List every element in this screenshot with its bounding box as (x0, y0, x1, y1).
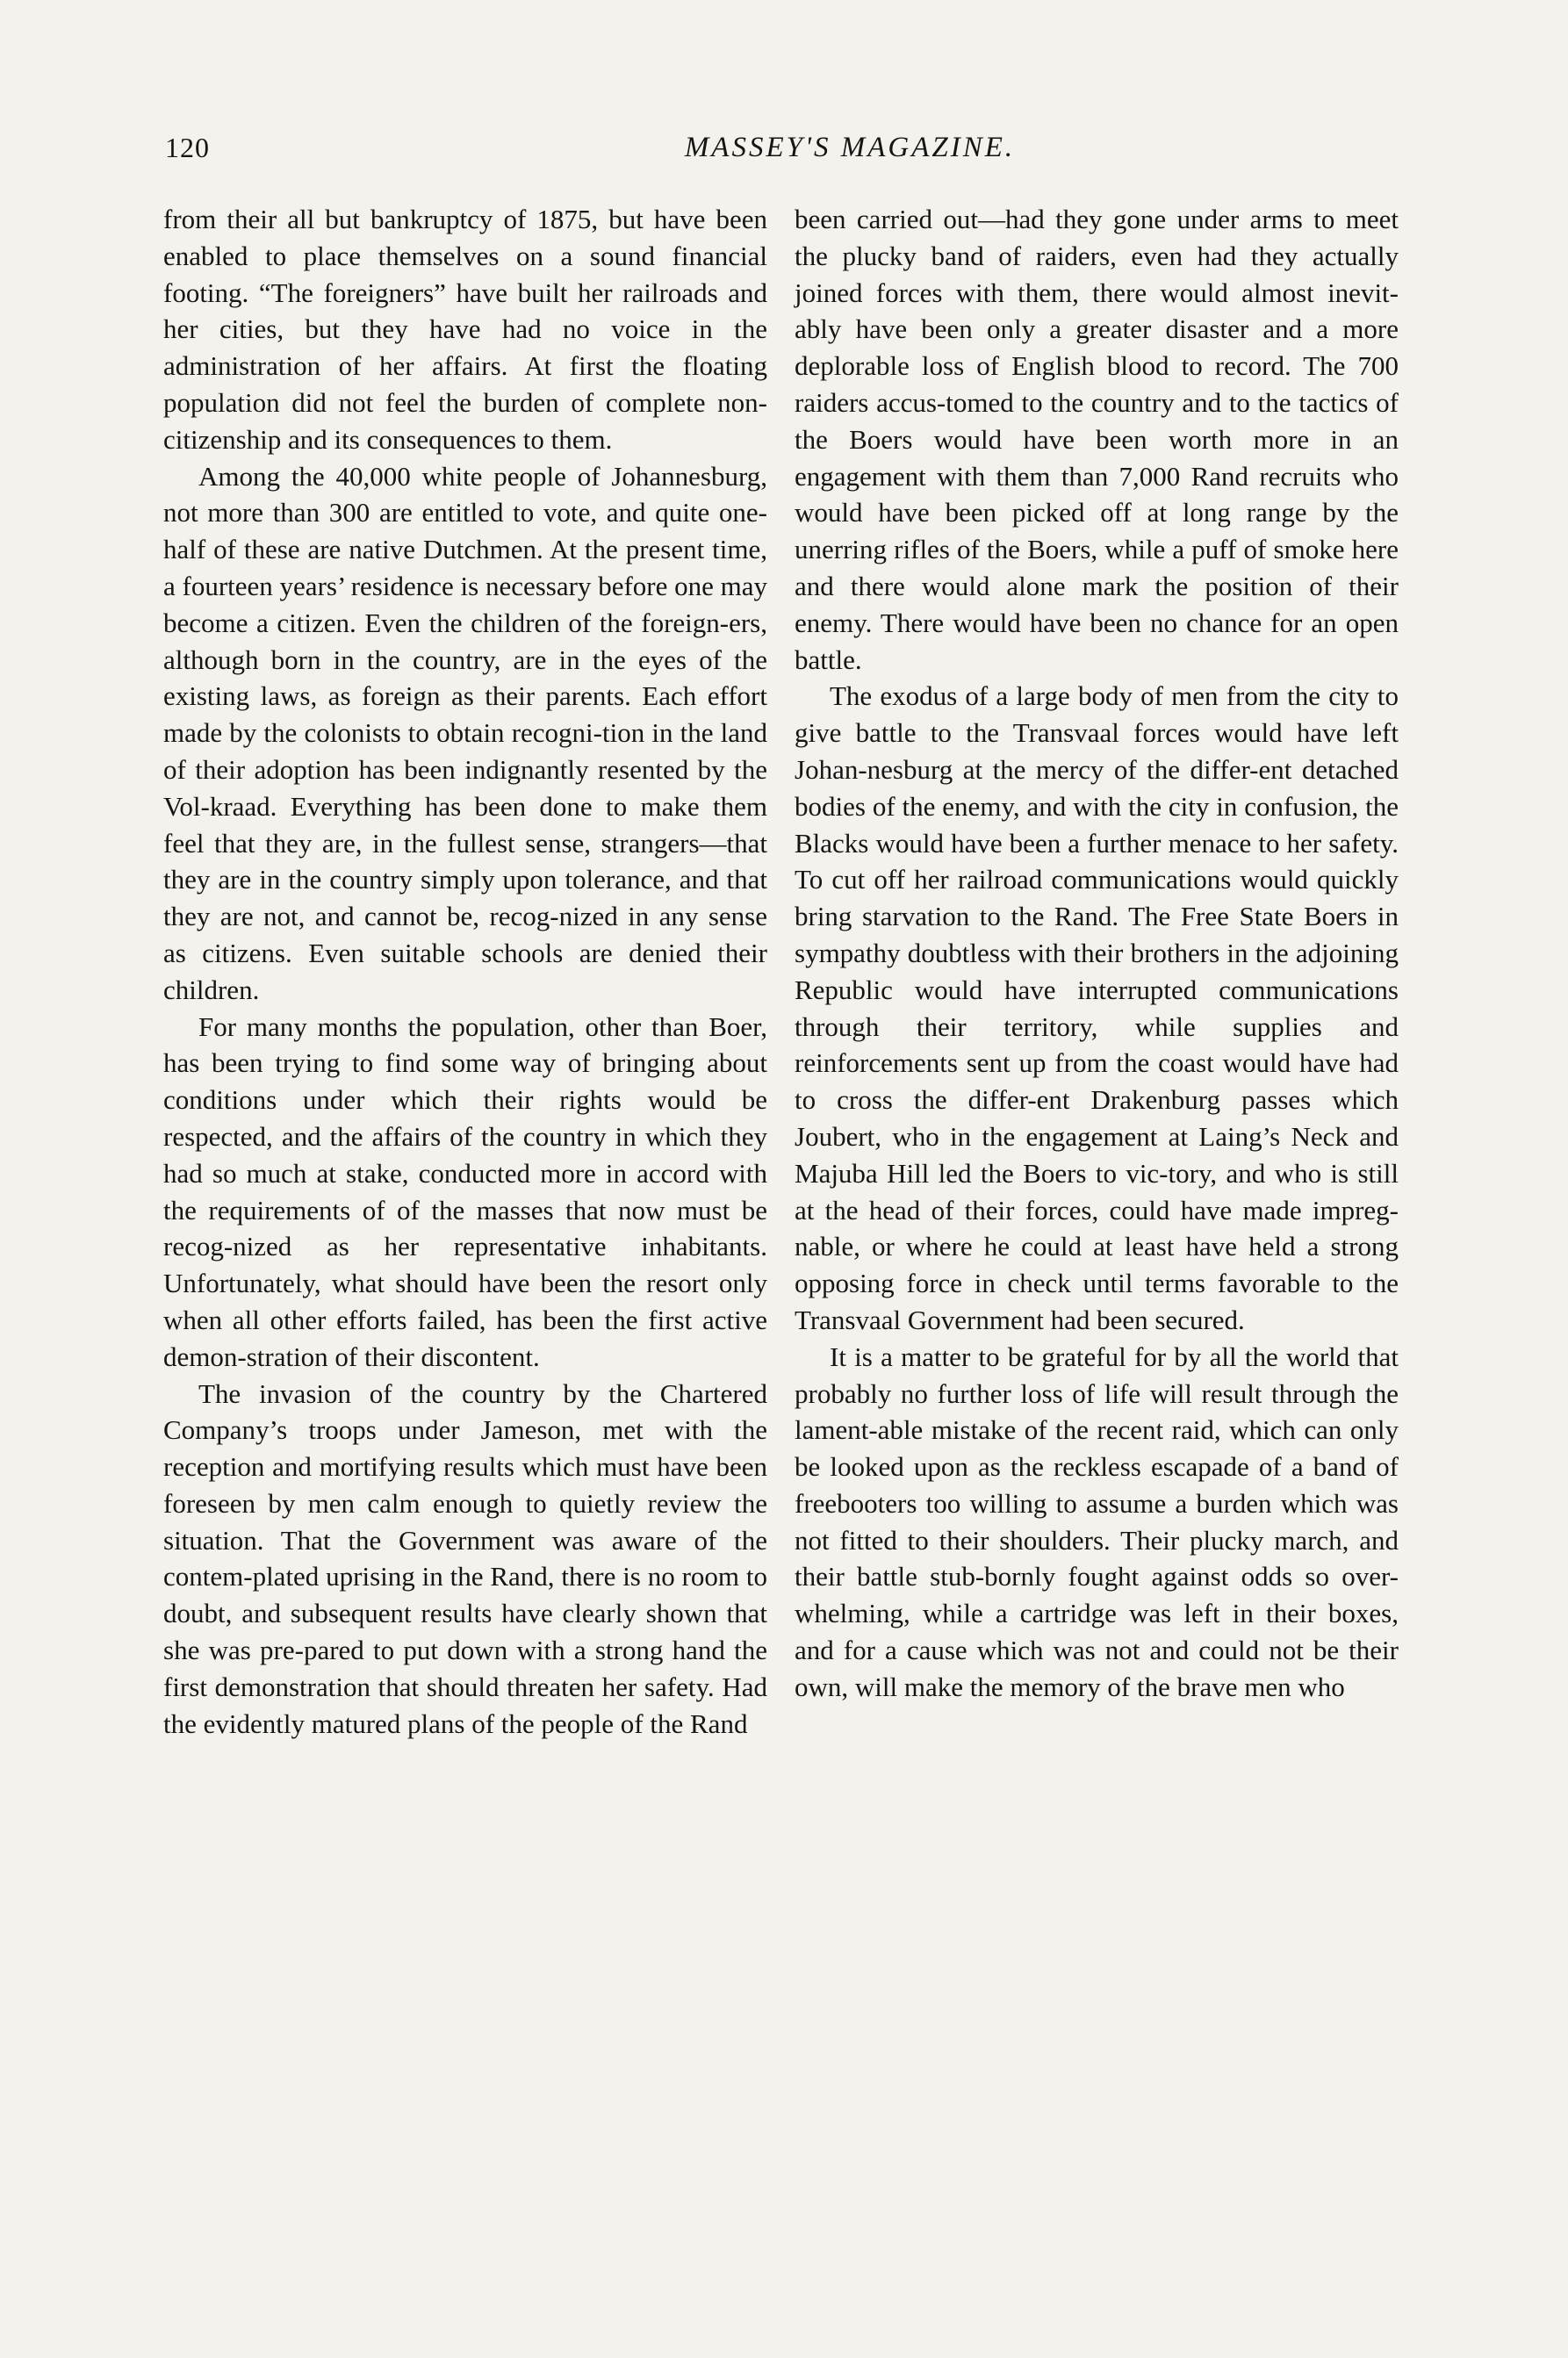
page-number: 120 (165, 132, 210, 163)
paragraph: been carried out—had they gone under arms to meet the plucky band of raiders, even had they actually joined forces with them, there would almost inevit-ably have been only a greater disaster and a more deplorable loss of English blood to record. The 700 raiders accus-tomed to the country and to the tactics of the Boers would have been worth more in an engagement with them than 7,000 Rand recruits who would have been picked off at long range by the unerring rifles of the Boers, while a puff of smoke here and there would alone mark the position of their enemy. There would have been no chance for an open battle. (795, 204, 1399, 675)
right-column (795, 201, 1399, 1706)
running-title: MASSEY'S MAGAZINE. (684, 132, 1016, 163)
page-header (165, 132, 1394, 176)
paragraph: Among the 40,000 white people of Johannesburg, not more than 300 are entitled to vote, and quite one-half of these are native Dutchmen. At the present time, a fourteen years’ residence is necessary before one may become a citizen. Even the children of the foreign-ers, although born in the country, are in the eyes of the existing laws, as foreign as their parents. Each effort made by the colonists to obtain recogni-tion in the land of their adoption has been indignantly resented by the Vol-kraad. Everything has been done to make them feel that they are, in the fullest sense, strangers—that they are in the country simply upon tolerance, and that they are not, and cannot be, recog-nized in any sense as citizens. Even suitable schools are denied their children. (163, 460, 767, 1005)
paragraph: The exodus of a large body of men from the city to give battle to the Transvaal forces would have left Johan-nesburg at the mercy of the differ-ent detached bodies of the enemy, and with the city in confusion, the Blacks would have been a further menace to her safety. To cut off her railroad communications would quickly bring starvation to the Rand. The Free State Boers in sympathy doubtless with their brothers in the adjoining Republic would have interrupted communications through their territory, while supplies and reinforcements sent up from the coast would have had to cross the differ-ent Drakenburg passes which Joubert, who in the engagement at Laing’s Neck and Majuba Hill led the Boers to vic-tory, and who is still at the head of their forces, could have made impreg-nable, or where he could at least have held a strong opposing force in check until terms favorable to the Transvaal Government had been secured. (795, 680, 1399, 1335)
paragraph: It is a matter to be grateful for by all the world that probably no further loss of life will result through the lament-able mistake of the recent raid, which can only be looked upon as the reckless escapade of a band of freebooters too willing to assume a burden which was not fitted to their shoulders. Their plucky march, and their battle stub-bornly fought against odds so over-whelming, while a cartridge was left in their boxes, and for a cause which was not and could not be their own, will make the memory of the brave men who (795, 1341, 1399, 1702)
left-column (163, 201, 767, 1742)
paragraph: from their all but bankruptcy of 1875, but have been enabled to place themselves on a sound financial footing. “The foreigners” have built her railroads and her cities, but they have had no voice in the administration of her affairs. At first the floating population did not feel the burden of complete non-citizenship and its consequences to them. (163, 204, 767, 455)
paragraph: The invasion of the country by the Chartered Company’s troops under Jameson, met with the reception and mortifying results which must have been foreseen by men calm enough to quietly review the situation. That the Government was aware of the contem-plated uprising in the Rand, there is no room to doubt, and subsequent results have clearly shown that she was pre-pared to put down with a strong hand the first demonstration that should threaten her safety. Had the evidently matured plans of the people of the Rand (163, 1377, 767, 1739)
paragraph: For many months the population, other than Boer, has been trying to find some way of bringing about conditions under which their rights would be respected, and the affairs of the country in which they had so much at stake, conducted more in accord with the requirements of of the masses that now must be recog-nized as her representative inhabitants. Unfortunately, what should have been the resort only when all other efforts failed, has been the first active demon-stration of their discontent. (163, 1010, 767, 1372)
